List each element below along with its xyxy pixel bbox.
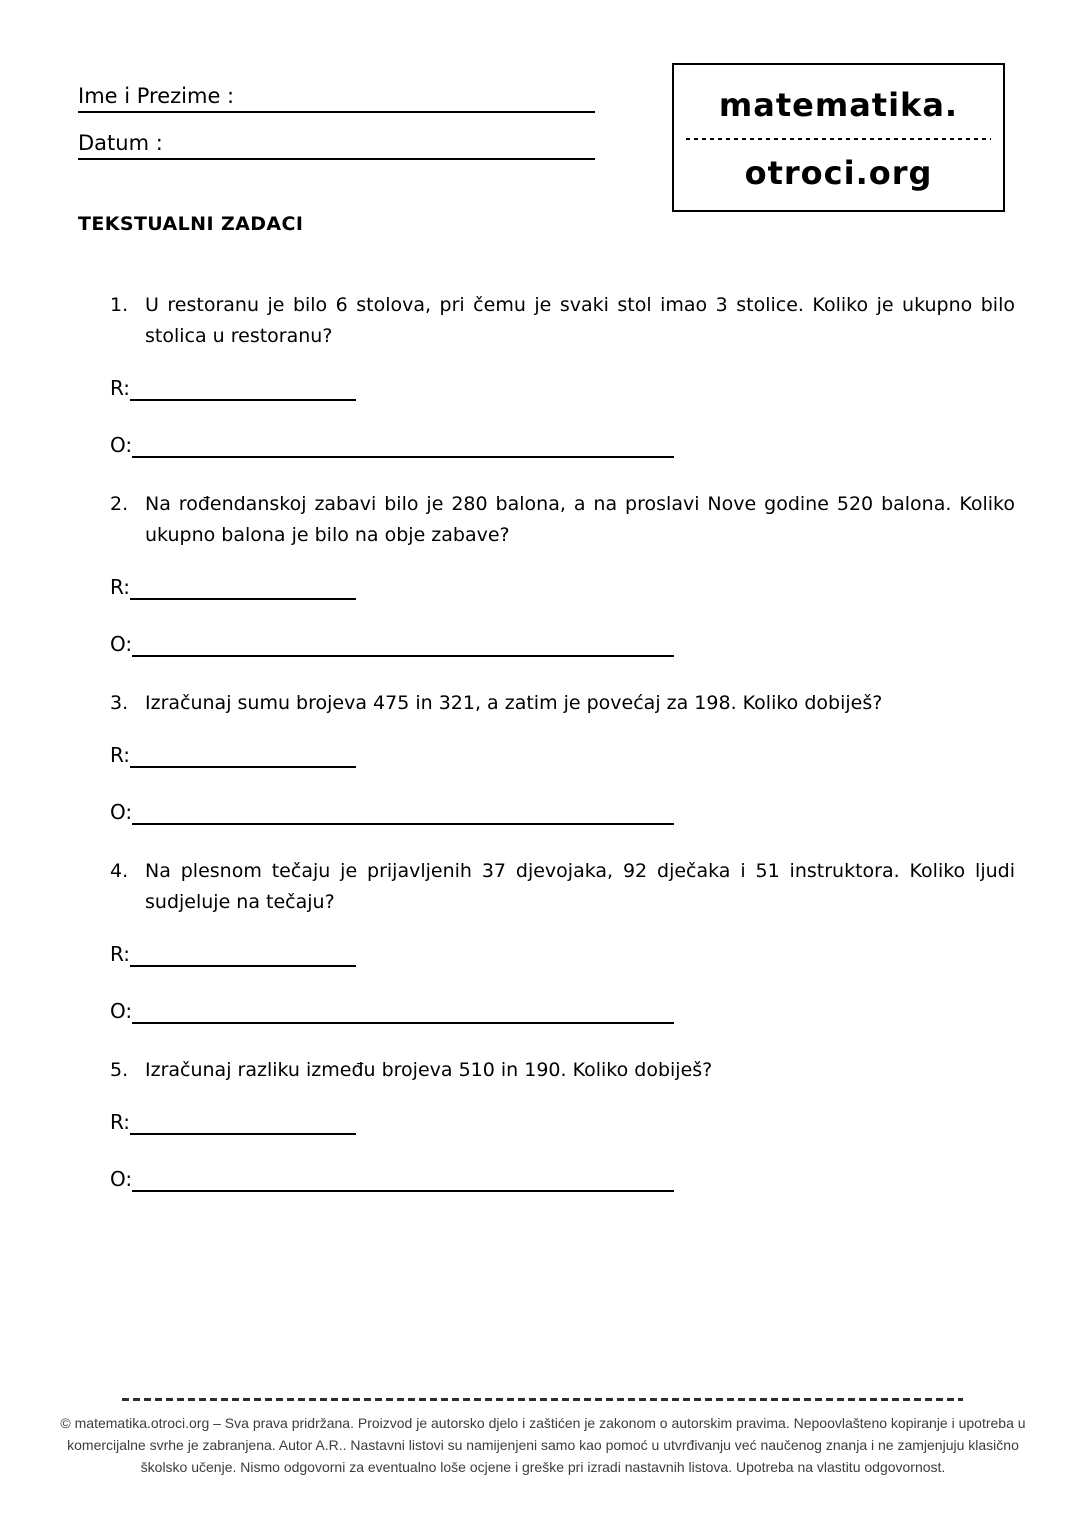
problem-number: 1. — [110, 294, 129, 316]
question-row — [110, 1055, 1015, 1086]
problem-number: 4. — [110, 860, 129, 882]
result-label: R: — [110, 575, 131, 599]
result-row — [110, 375, 1015, 401]
problem-text: Izračunaj sumu brojeva 475 in 321, a zatim je povećaj za 198. Koliko dobiješ? — [145, 692, 883, 714]
result-row — [110, 1109, 1015, 1135]
problem-1 — [110, 290, 1015, 458]
answer-sentence-blank[interactable] — [132, 432, 674, 458]
answer-sentence-blank[interactable] — [132, 799, 674, 825]
problem-list — [110, 290, 1015, 1223]
problem-5 — [110, 1055, 1015, 1192]
problem-number: 3. — [110, 692, 129, 714]
logo-box — [672, 63, 1005, 212]
result-blank[interactable] — [130, 574, 356, 600]
answer-sentence-row — [110, 631, 1015, 657]
problem-number: 2. — [110, 493, 129, 515]
footer — [0, 1412, 1086, 1478]
question-row — [110, 688, 1015, 719]
result-row — [110, 941, 1015, 967]
result-blank[interactable] — [130, 375, 356, 401]
answer-sentence-row — [110, 799, 1015, 825]
answer-sentence-row — [110, 432, 1015, 458]
result-blank[interactable] — [130, 742, 356, 768]
problem-4 — [110, 856, 1015, 1024]
problem-text: Na plesnom tečaju je prijavljenih 37 djevojaka, 92 dječaka i 51 instruktora. Koliko ljudi sudjeluje na tečaju? — [145, 860, 1015, 913]
name-field[interactable] — [78, 82, 595, 113]
result-blank[interactable] — [130, 941, 356, 967]
result-row — [110, 742, 1015, 768]
footer-divider — [122, 1398, 963, 1401]
answer-sentence-blank[interactable] — [132, 631, 674, 657]
problem-2 — [110, 489, 1015, 657]
result-label: R: — [110, 376, 131, 400]
answer-sentence-label: O: — [110, 800, 133, 824]
answer-sentence-label: O: — [110, 1167, 133, 1191]
logo-divider — [686, 138, 991, 140]
problem-text: Izračunaj razliku između brojeva 510 in 190. Koliko dobiješ? — [145, 1059, 713, 1081]
logo-title-top: matematika. — [718, 86, 959, 124]
problem-number: 5. — [110, 1059, 129, 1081]
answer-sentence-label: O: — [110, 632, 133, 656]
answer-sentence-row — [110, 998, 1015, 1024]
footer-line: © matematika.otroci.org – Sva prava pridržana. Proizvod je autorsko djelo i zaštićen je zakonom o autorskim pravima. Nepoovlašteno kopiranje i upotreba u — [60, 1415, 1026, 1431]
question-row — [110, 290, 1015, 352]
answer-sentence-row — [110, 1166, 1015, 1192]
result-blank[interactable] — [130, 1109, 356, 1135]
problem-text: U restoranu je bilo 6 stolova, pri čemu je svaki stol imao 3 stolice. Koliko je ukupno bilo stolica u restoranu? — [145, 294, 1015, 347]
result-label: R: — [110, 743, 131, 767]
answer-sentence-blank[interactable] — [132, 1166, 674, 1192]
question-row — [110, 489, 1015, 551]
name-label: Ime i Prezime : — [78, 84, 235, 108]
question-row — [110, 856, 1015, 918]
footer-line: školsko učenje. Nismo odgovorni za eventualno loše ocjene i greške pri izradi nastavnih listova. Upotreba na vlastitu odgovornost. — [140, 1459, 946, 1475]
result-label: R: — [110, 1110, 131, 1134]
answer-sentence-label: O: — [110, 433, 133, 457]
result-label: R: — [110, 942, 131, 966]
answer-sentence-label: O: — [110, 999, 133, 1023]
footer-line: komercijalne svrhe je zabranjena. Autor A.R.. Nastavni listovi su namijenjeni samo kao pomoć u utvrđivanju već naučenog znanja i ne zamjenjuju klasično — [67, 1437, 1019, 1453]
problem-3 — [110, 688, 1015, 825]
logo-title-bottom: otroci.org — [744, 154, 933, 192]
page-title: TEKSTUALNI ZADACI — [78, 213, 304, 235]
date-label: Datum : — [78, 131, 163, 155]
answer-sentence-blank[interactable] — [132, 998, 674, 1024]
date-field[interactable] — [78, 129, 595, 160]
problem-text: Na rođendanskoj zabavi bilo je 280 balona, a na proslavi Nove godine 520 balona. Koliko ukupno balona je bilo na obje zabave? — [145, 493, 1015, 546]
result-row — [110, 574, 1015, 600]
